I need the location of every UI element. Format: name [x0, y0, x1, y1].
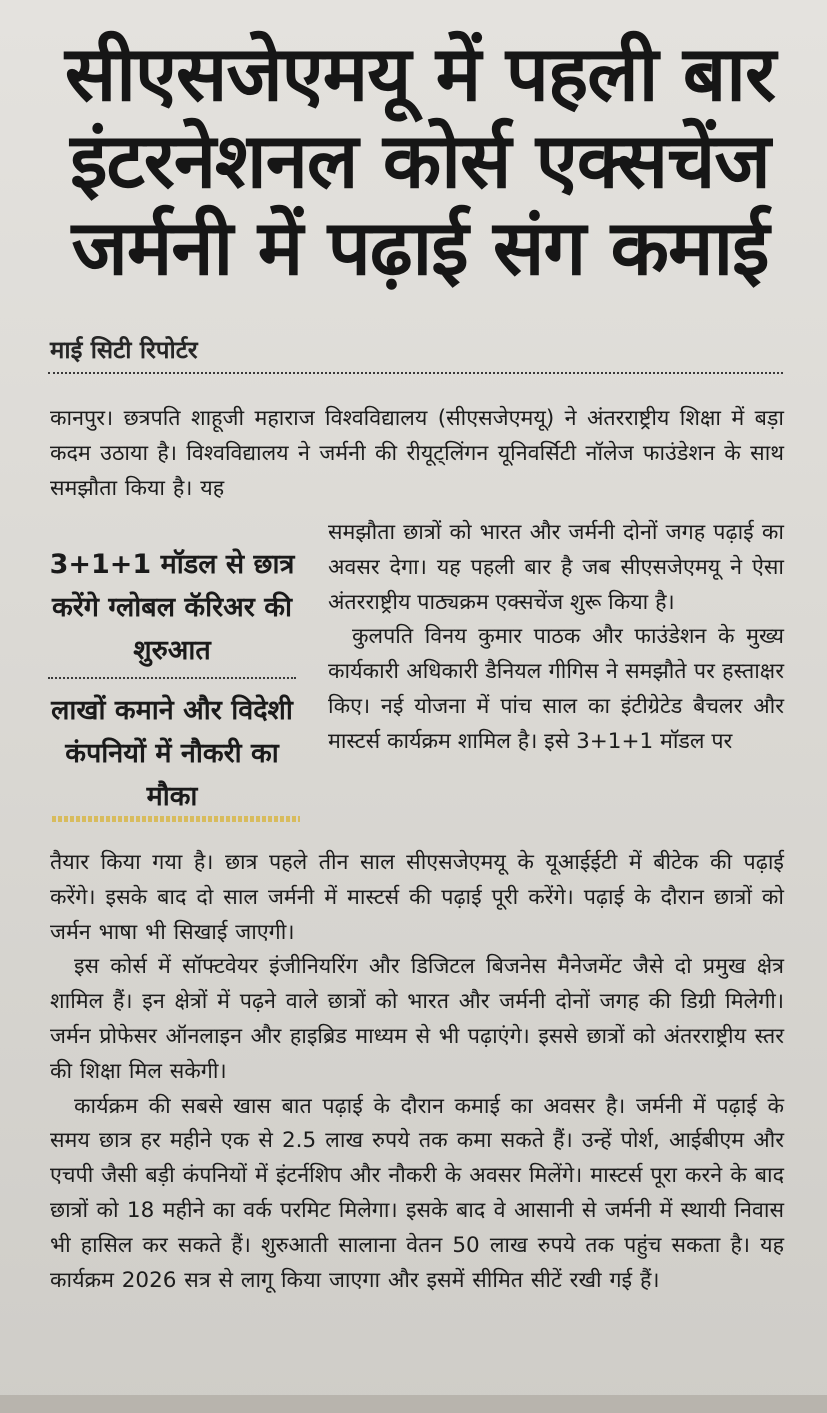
- pullquote-divider: [48, 677, 296, 679]
- highlight-underline: [52, 816, 300, 822]
- pullquote-first: 3+1+1 मॉडल से छात्र करेंगे ग्लोबल कॅरिअर की शुरुआत: [49, 549, 295, 666]
- article-intro: [50, 402, 784, 506]
- column-paragraph-1: समझौता छात्रों को भारत और जर्मनी दोनों जगह पढ़ाई का अवसर देगा। यह पहली बार है जब सीएसजेएमयू ने ऐसा अंतरराष्ट्रीय पाठ्यक्रम एक्सचेंज शुरू किया है।: [328, 520, 784, 615]
- pullquote-second: लाखों कमाने और विदेशी कंपनियों में नौकरी का मौका: [51, 695, 293, 812]
- article-body: [50, 846, 784, 1298]
- article-column: [328, 516, 784, 760]
- headline-line-1: सीएसजेएमयू में पहली बार: [64, 29, 776, 118]
- intro-paragraph: कानपुर। छत्रपति शाहूजी महाराज विश्वविद्यालय (सीएसजेएमयू) ने अंतरराष्ट्रीय शिक्षा में बड़ा कदम उठाया है। विश्वविद्यालय ने जर्मनी की रीयूट्लिंगन यूनिवर्सिटी नॉलेज फाउंडेशन के साथ समझौता किया है। यह: [50, 406, 784, 501]
- page-bottom-edge: [0, 1395, 827, 1413]
- headline-line-3: जर्मनी में पढ़ाई संग कमाई: [71, 203, 769, 292]
- column-paragraph-2: कुलपति विनय कुमार पाठक और फाउंडेशन के मुख्य कार्यकारी अधिकारी डैनियल गीगिस ने समझौते पर हस्ताक्षर किए। नई योजना में पांच साल का इंटीग्रेटेड बैचलर और मास्टर्स कार्यक्रम शामिल है। इसे 3+1+1 मॉडल पर: [328, 624, 784, 754]
- paragraph-4: कार्यक्रम की सबसे खास बात पढ़ाई के दौरान कमाई का अवसर है। जर्मनी में पढ़ाई के समय छात्र हर महीने एक से 2.5 लाख रुपये तक कमा सकते हैं। उन्हें पोर्श, आईबीएम और एचपी जैसी बड़ी कंपनियों में इंटर्नशिप और नौकरी के अवसर मिलेंगे। मास्टर्स पूरा करने के बाद छात्रों को 18 महीने का वर्क परमिट मिलेगा। इसके बाद वे आसानी से जर्मनी में स्थायी निवास भी हासिल कर सकते हैं। शुरुआती सालाना वेतन 50 लाख रुपये तक पहुंच सकता है। यह कार्यक्रम 2026 सत्र से लागू किया जाएगा और इसमें सीमित सीटें रखी गई हैं।: [50, 1093, 784, 1293]
- paragraph-3: इस कोर्स में सॉफ्टवेयर इंजीनियरिंग और डिजिटल बिजनेस मैनेजमेंट जैसे दो प्रमुख क्षेत्र शामिल हैं। इन क्षेत्रों में पढ़ने वाले छात्रों को भारत और जर्मनी दोनों जगह की डिग्री मिलेगी। जर्मन प्रोफेसर ऑनलाइन और हाइब्रिड माध्यम से भी पढ़ाएंगे। इससे छात्रों को अंतरराष्ट्रीय स्तर की शिक्षा मिल सकेगी।: [50, 954, 784, 1084]
- byline-divider: [48, 372, 783, 374]
- paragraph-2-continued: तैयार किया गया है। छात्र पहले तीन साल सीएसजेएमयू के यूआईईटी में बीटेक की पढ़ाई करेंगे। इसके बाद दो साल जर्मनी में मास्टर्स की पढ़ाई पूरी करेंगे। पढ़ाई के दौरान छात्रों को जर्मन भाषा भी सिखाई जाएगी।: [50, 850, 784, 945]
- headline: [40, 30, 800, 291]
- byline: माई सिटी रिपोर्टर: [50, 336, 198, 364]
- headline-line-2: इंटरनेशनल कोर्स एक्सचेंज: [70, 116, 770, 205]
